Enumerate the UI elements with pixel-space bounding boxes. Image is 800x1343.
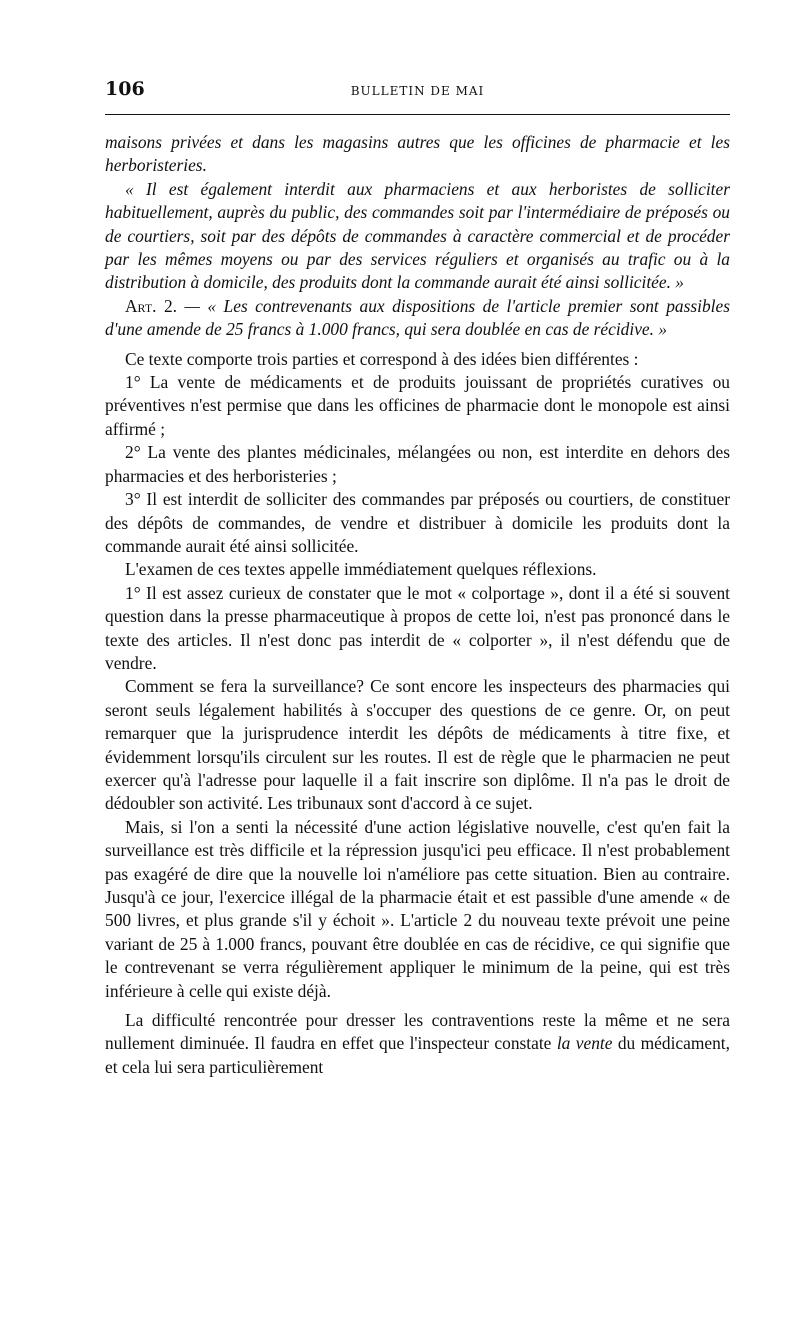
paragraph-difficulte bbox=[105, 1009, 730, 1079]
page-number: 106 bbox=[105, 78, 145, 100]
paragraph-colportage: 1° Il est assez curieux de constater que le mot « colportage », dont il a été si souvent question dans la presse pharmaceutique à propos de cette loi, n'est pas prononcé dans le texte des articles. Il n'est donc pas interdit de « colporter », il n'est défendu que de vendre. bbox=[105, 582, 730, 673]
paragraph-surveillance: Comment se fera la surveillance? Ce sont encore les inspecteurs des pharmacies qui seront seuls légalement habilités à s'occuper des questions de ce genre. Or, on peut remarquer que la jurisprudence interdit les dépôts de médicaments à titre fixe, et évidemment lorsqu'ils circulent sur les routes. Il est de règle que le pharmacien ne peut exercer qu'à l'adresse pour laquelle il a fait inscrire son diplôme. Il n'a pas le droit de dédoubler son activité. Les tribunaux sont d'accord à ce sujet. bbox=[105, 676, 730, 814]
paragraph-reflexions: L'examen de ces textes appelle immédiatement quelques réflexions. bbox=[125, 559, 597, 580]
paragraph-nouvelle-loi: Mais, si l'on a senti la nécessité d'une action législative nouvelle, c'est qu'en fait la surveillance est très difficile et la répression jusqu'ici peu efficace. Il n'est probablement pas exagéré de dire que la nouvelle loi n'améliore pas cette situation. Bien au contraire. Jusqu'à ce jour, l'exercice illégal de la pharmacie était et est passible d'une amende « de 500 livres, et plus grande s'il y échoit ». L'article 2 du nouveau texte prévoit une peine variant de 25 à 1.000 francs, pouvant être doublée en cas de récidive, ce qui signifie que le contrevenant se verra régulièrement appliquer le minimum de la peine, qui est très inférieure à celle qui existe déjà. bbox=[105, 816, 730, 1001]
paragraph-point-1: 1° La vente de médicaments et de produits jouissant de propriétés curatives ou préventives n'est permise que dans les officines de pharmacie dont le monopole est ainsi affirmé ; bbox=[105, 372, 730, 439]
difficulte-emphasis: la vente bbox=[556, 1033, 613, 1054]
paragraph-continuation: maisons privées et dans les magasins autres que les officines de pharmacie et les herboristeries. bbox=[105, 132, 730, 176]
paragraph-quote-article-1: « Il est également interdit aux pharmaciens et aux herboristes de solliciter habituellement, auprès du public, des commandes soit par l'intermédiaire de préposés ou de courtiers, soit par des dépôts de commandes à caractère commercial et de procéder par les mêmes moyens ou par des services réguliers et organisés au trafic ou à la distribution à domicile, des produits dont la commande aurait été ainsi sollicitée. » bbox=[105, 178, 730, 293]
header-rule bbox=[105, 114, 730, 115]
paragraph-point-3: 3° Il est interdit de solliciter des commandes par préposés ou courtiers, de constituer des dépôts de commandes, de vendre et distribuer à domicile les produits dont la commande aurait été ainsi sollicitée. bbox=[105, 489, 730, 556]
paragraph-point-2: 2° La vente des plantes médicinales, mélangées ou non, est interdite en dehors des pharmacies et des herboristeries ; bbox=[105, 442, 730, 486]
difficulte-text-b: du médicament, et cela lui sera particulièrement bbox=[105, 1033, 730, 1077]
running-title: BULLETIN DE MAI bbox=[350, 84, 485, 98]
article-label: Art. 2. bbox=[125, 295, 178, 316]
paragraph-article-2 bbox=[105, 295, 730, 342]
page-header bbox=[105, 70, 730, 104]
body-text bbox=[105, 131, 730, 1079]
difficulte-text-a: La difficulté rencontrée pour dresser les contraventions reste la même et ne sera nullement diminuée. Il faudra en effet que l'inspecteur constate bbox=[105, 1010, 730, 1054]
document-page bbox=[105, 70, 730, 1079]
paragraph-intro: Ce texte comporte trois parties et correspond à des idées bien différentes : bbox=[125, 348, 639, 369]
article-2-text: — « Les contrevenants aux dispositions de l'article premier sont passibles d'une amende de 25 francs à 1.000 francs, qui sera doublée en cas de récidive. » bbox=[105, 295, 730, 340]
